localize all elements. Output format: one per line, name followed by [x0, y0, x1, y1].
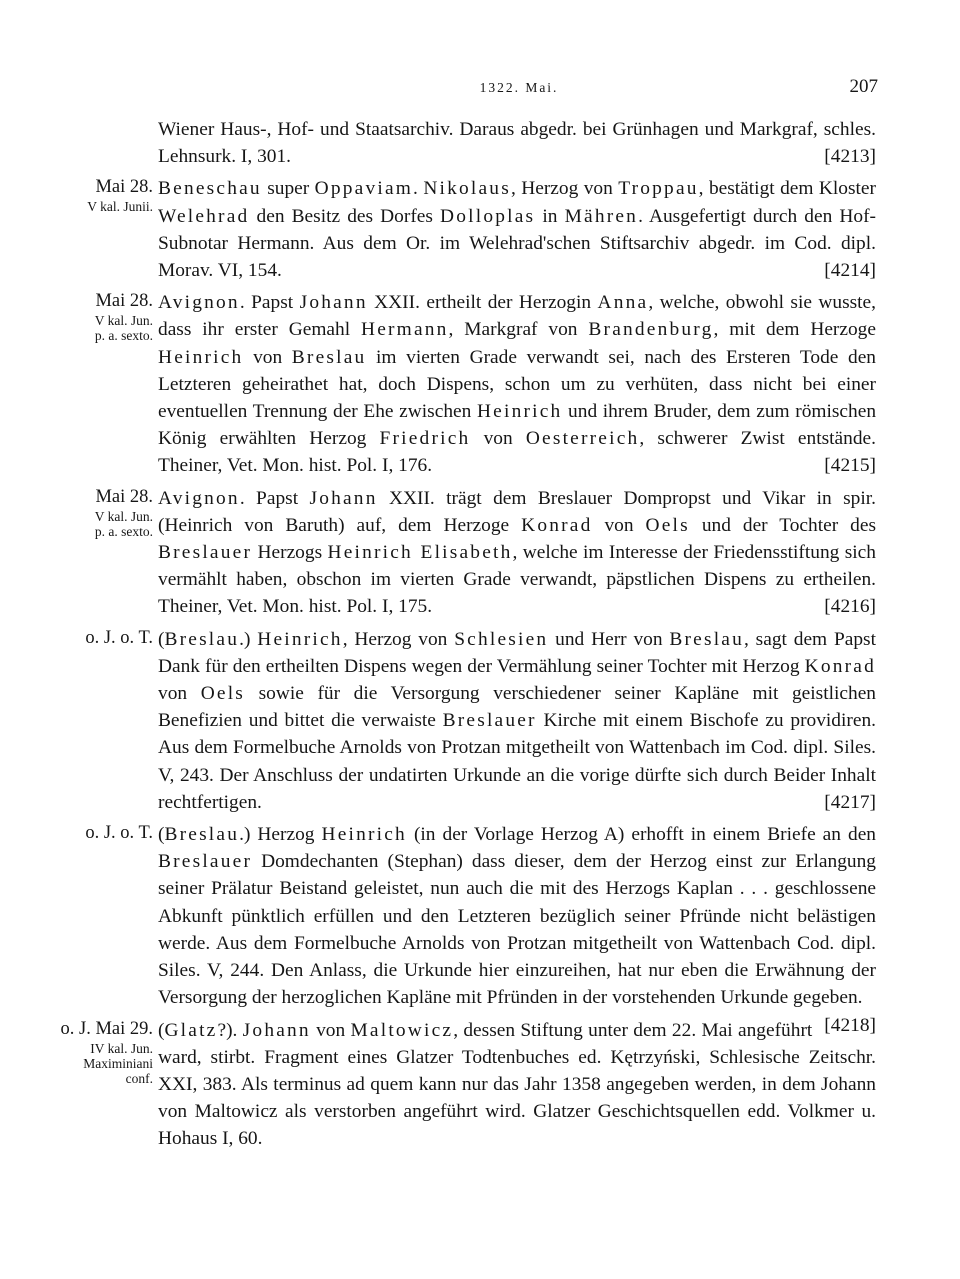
- text-run: , welche im Interesse der Friedensstiftung sich vermählt haben, obschon im vierten Grade verwandt, päpstlichen Dispens zu ertheilen. Theiner, Vet. Mon. hist. Pol. I, 175.: [158, 542, 876, 618]
- text-run: von: [592, 514, 646, 536]
- margin-date: [50, 1017, 153, 1086]
- margin-note-line: IV kal. Jun.: [90, 1040, 153, 1056]
- text-run: im vierten Grade verwandt sei, nach des Ersteren Tode den Letzteren geheirathet hat, doch Dispens, schon um zu verhüten, dass nicht bei einer eventuellen Trennung der Ehe zwischen: [158, 346, 877, 423]
- text-run: .): [239, 628, 258, 650]
- regest-entry: [0, 626, 960, 816]
- text-run: (: [158, 628, 165, 650]
- text-run: , schwerer Zwist entstände. Theiner, Vet. Mon. hist. Pol. I, 176.: [158, 428, 876, 477]
- regest-entry: [0, 1017, 960, 1153]
- text-run: , mit dem Herzoge: [713, 319, 876, 341]
- text-run: von: [243, 346, 292, 368]
- spaced-name: Heinrich: [257, 628, 343, 650]
- margin-note-line: V kal. Jun.: [94, 508, 153, 524]
- spaced-name: Heinrich: [158, 346, 244, 368]
- text-run: und ihrem Bruder, dem zum römischen König erwählten Herzog: [158, 401, 877, 450]
- margin-date: [50, 289, 153, 343]
- spaced-name: Hermann: [361, 319, 449, 341]
- spaced-name: Breslau: [164, 824, 240, 846]
- regest-entry: [0, 485, 960, 621]
- entry-number: [4214]: [824, 260, 876, 282]
- margin-note-line: V kal. Junii.: [87, 199, 153, 215]
- text-run: , sagt dem Papst Dank für den ertheilten Dispens wegen der Vermählung seiner Tochter mit Herzog: [158, 628, 876, 677]
- margin-note-line: p. a. sexto.: [94, 523, 153, 539]
- spaced-name: Glatz: [164, 1019, 218, 1041]
- entry-text: [158, 485, 876, 621]
- entry-text: [158, 626, 876, 816]
- spaced-name: Oels: [645, 514, 690, 536]
- margin-date-line: Mai 28.: [95, 177, 153, 198]
- spaced-name: Oppaviam: [314, 178, 414, 200]
- spaced-name: Heinrich: [321, 824, 407, 846]
- text-run: von: [470, 428, 526, 450]
- entry-text: [158, 1017, 876, 1153]
- text-run: . Papst: [239, 487, 310, 509]
- entry-text: [158, 289, 876, 479]
- spaced-name: Breslauer: [158, 542, 253, 564]
- spaced-name: Breslau: [164, 628, 240, 650]
- text-run: (in der Vorlage Herzog A) erhofft in einem Briefe an den: [406, 824, 876, 846]
- spaced-name: Beneschau: [158, 178, 262, 200]
- text-run: , Markgraf von: [448, 319, 589, 341]
- entry-text: [158, 175, 876, 284]
- regesta-entries: [0, 116, 960, 1158]
- text-run: in: [535, 205, 565, 227]
- spaced-name: Avignon: [158, 292, 240, 314]
- spaced-name: Johann: [242, 1019, 311, 1041]
- text-run: und Herr von: [548, 628, 670, 650]
- spaced-name: Johann: [309, 487, 378, 509]
- spaced-name: Konrad: [804, 655, 876, 677]
- text-run: . Papst: [239, 292, 300, 314]
- page-number: 207: [849, 76, 878, 97]
- text-run: , dessen Stiftung unter dem 22. Mai angeführt ward, stirbt. Fragment eines Glatzer Todtenbuches ed. Kętrzyński, Schlesische Zeitschr. XXI, 383. Als terminus ad quem kann nur das Jahr 1358 angegeben werden, in dem Johann von Maltowicz als verstorben angeführt wird. Glatzer Geschichtsquellen edd. Volkmer u. Hohaus I, 60.: [158, 1019, 876, 1150]
- regest-entry: [0, 289, 960, 479]
- regest-entry: [0, 175, 960, 284]
- entry-number: [4215]: [824, 455, 876, 477]
- text-run: Domdechanten (Stephan) dass dieser, dem der Herzog einst zur Erlangung seiner Prälatur Beistand geleistet, nun auch die mit des Herzogs Kaplan . . . geschlossene Abkunft pünktlich erfüllen und den Letzteren bezüglich seiner Pfründe nicht belästigen werde. Aus dem Formelbuche Arnolds von Protzan mitgetheilt von Wattenbach Cod. dipl. Siles. V, 244. Den Anlass, die Urkunde hier einzureihen, hat nur eben die Erwähnung der Versorgung der herzoglichen Kapläne mit Pfründen in der vorstehenden Urkunde gegeben.: [158, 851, 876, 1009]
- text-run: XXII. trägt dem Breslauer Dompropst und Vikar in spir. (Heinrich von Baruth) auf, dem Herzoge: [158, 487, 876, 536]
- text-run: Wiener Haus-, Hof- und Staatsarchiv. Daraus abgedr. bei Grünhagen und Markgraf, schles. Lehnsurk. I, 301.: [158, 119, 876, 168]
- margin-date: [50, 175, 153, 214]
- margin-date: [50, 626, 153, 650]
- text-run: , Herzog von: [342, 628, 455, 650]
- spaced-name: Maltowicz: [350, 1019, 454, 1041]
- text-run: .: [413, 178, 424, 200]
- spaced-name: Mähren: [564, 205, 639, 227]
- spaced-name: Schlesien: [454, 628, 549, 650]
- spaced-name: Heinrich Elisabeth: [327, 542, 513, 564]
- spaced-name: Oesterreich: [525, 428, 640, 450]
- margin-note-line: Maximiniani: [83, 1055, 153, 1071]
- spaced-name: Johann: [299, 292, 368, 314]
- margin-date: [50, 821, 153, 845]
- text-run: . Ausgefertigt durch den Hof-Subnotar Hermann. Aus dem Or. im Welehrad'schen Stiftsarchiv abgedr. im Cod. dipl. Morav. VI, 154.: [158, 205, 876, 282]
- text-run: , welche, obwohl sie wusste, dass ihr erster Gemahl: [158, 292, 877, 341]
- text-run: den Besitz des Dorfes: [249, 205, 441, 227]
- text-run: sowie für die Versorgung verschiedener seiner Kapläne mit geistlichen Benefizien und bittet die verwaiste: [158, 683, 876, 732]
- spaced-name: Nikolaus: [423, 178, 511, 200]
- text-run: und der Tochter des: [689, 514, 877, 536]
- text-run: XXII. ertheilt der Herzogin: [367, 292, 598, 314]
- text-run: super: [261, 178, 315, 200]
- spaced-name: Breslauer: [442, 710, 537, 732]
- entry-text: [158, 116, 876, 170]
- entry-number: [4216]: [824, 596, 876, 618]
- margin-date-line: Mai 28.: [95, 291, 153, 312]
- spaced-name: Konrad: [521, 514, 593, 536]
- entry-number: [4218]: [824, 1014, 876, 1036]
- regest-entry: [0, 116, 960, 170]
- text-run: (: [158, 824, 165, 846]
- margin-date: [50, 485, 153, 539]
- margin-date-line: o. J. o. T.: [85, 823, 153, 844]
- margin-note-line: p. a. sexto.: [94, 328, 153, 344]
- margin-date-line: Mai 28.: [95, 486, 153, 507]
- spaced-name: Dolloplas: [440, 205, 536, 227]
- spaced-name: Oels: [200, 683, 246, 705]
- entry-number: [4217]: [824, 791, 876, 813]
- text-run: Herzogs: [252, 542, 328, 564]
- spaced-name: Breslauer: [158, 851, 253, 873]
- text-run: ?).: [217, 1019, 243, 1041]
- text-run: , Herzog von: [510, 178, 619, 200]
- spaced-name: Anna: [597, 292, 649, 314]
- entry-number: [4213]: [824, 146, 876, 168]
- spaced-name: Brandenburg: [588, 319, 714, 341]
- text-run: .) Herzog: [239, 824, 322, 846]
- margin-date-line: o. J. Mai 29.: [60, 1018, 153, 1039]
- spaced-name: Breslau: [291, 346, 367, 368]
- spaced-name: Welehrad: [158, 205, 250, 227]
- running-title: 1322. Mai.: [479, 80, 559, 95]
- text-run: Kirche mit einem Bischofe zu providiren. Aus dem Formelbuche Arnolds von Protzan mitgetheilt von Wattenbach im Cod. dipl. Siles. V, 243. Der Anschluss der undatirten Urkunde an die vorige dürfte sich durch Beider Inhalt rechtfertigen.: [158, 710, 876, 813]
- spaced-name: Avignon: [158, 487, 240, 509]
- text-run: , bestätigt dem Kloster: [698, 178, 876, 200]
- spaced-name: Heinrich: [476, 401, 563, 423]
- spaced-name: Troppau: [618, 178, 699, 200]
- page-header: [158, 76, 880, 102]
- spaced-name: Friedrich: [379, 428, 471, 450]
- text-run: (: [158, 1019, 165, 1041]
- margin-note-line: V kal. Jun.: [94, 313, 153, 329]
- spaced-name: Breslau: [669, 628, 744, 650]
- margin-note-line: conf.: [125, 1070, 153, 1086]
- text-run: von: [158, 683, 201, 705]
- margin-date-line: o. J. o. T.: [85, 627, 153, 648]
- text-run: von: [310, 1019, 351, 1041]
